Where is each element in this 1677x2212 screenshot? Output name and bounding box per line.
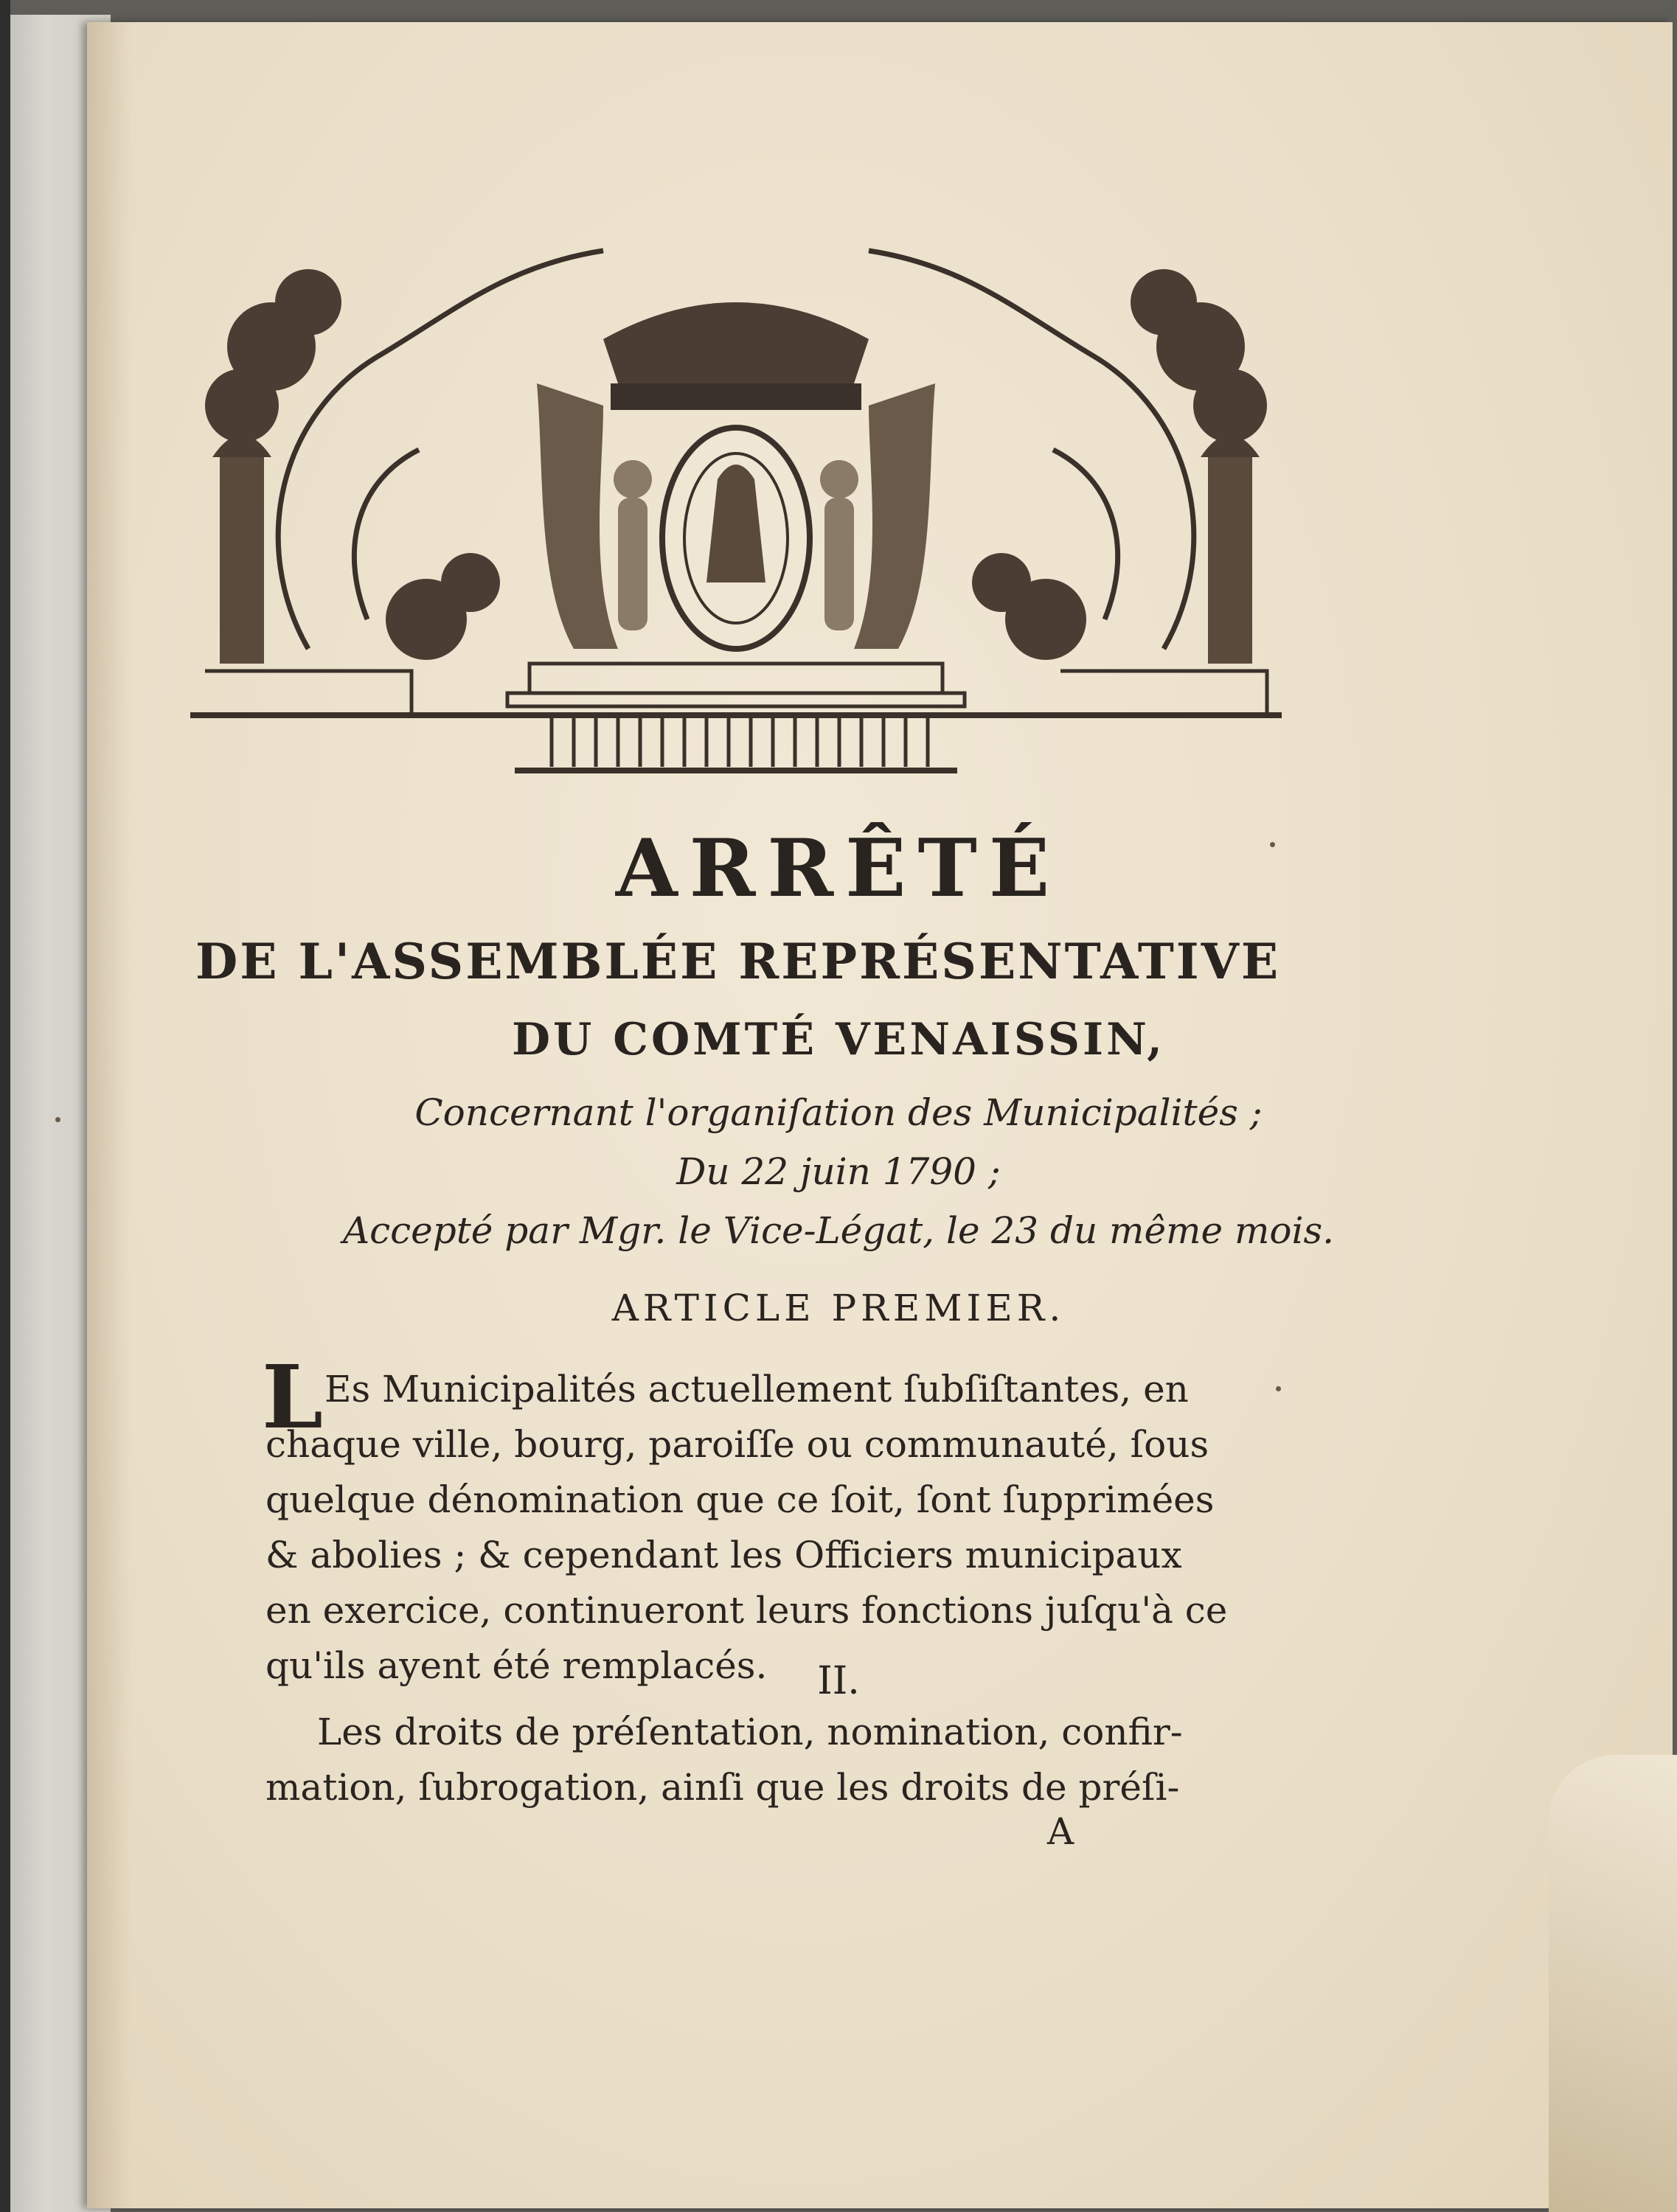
paper-spot — [1276, 1386, 1281, 1391]
subtitle-comte: DU COMTÉ VENAISSIN, — [512, 1014, 1165, 1065]
article1-line: chaque ville, bourg, paroiſſe ou communauté, ſous — [265, 1423, 1209, 1466]
acceptance-line: Accepté par Mgr. le Vice-Légat, le 23 du même mois. — [342, 1209, 1335, 1252]
page-corner-curl — [1549, 1755, 1677, 2212]
article1-line: en exercice, continueront leurs fonctions juſqu'à ce — [265, 1589, 1228, 1632]
subject-line: Concernant l'organiſation des Municipalités ; — [414, 1091, 1263, 1134]
drop-cap: L — [262, 1346, 323, 1448]
article1-line: qu'ils ayent été remplacés. — [265, 1644, 768, 1687]
document-title: ARRÊTÉ — [615, 822, 1062, 915]
article1-line: quelque dénomination que ce ſoit, ſont ſupprimées — [265, 1478, 1215, 1521]
article2-line: Les droits de préſentation, nomination, confir- — [317, 1711, 1183, 1753]
article1-line: & abolies ; & cependant les Officiers municipaux — [265, 1534, 1182, 1576]
article2-number: II. — [817, 1659, 860, 1703]
article1-line: Es Municipalités actuellement ſubſiſtantes, en — [324, 1368, 1189, 1411]
signature-mark: A — [1047, 1810, 1074, 1853]
article-heading: ARTICLE PREMIER. — [611, 1287, 1066, 1329]
article2-line: mation, ſubrogation, ainſi que les droits de préſi- — [265, 1766, 1180, 1809]
date-line: Du 22 juin 1790 ; — [676, 1150, 1001, 1193]
headpiece-ornament-engraving — [190, 236, 1282, 796]
subtitle-assembly: DE L'ASSEMBLÉE REPRÉSENTATIVE — [195, 933, 1281, 990]
